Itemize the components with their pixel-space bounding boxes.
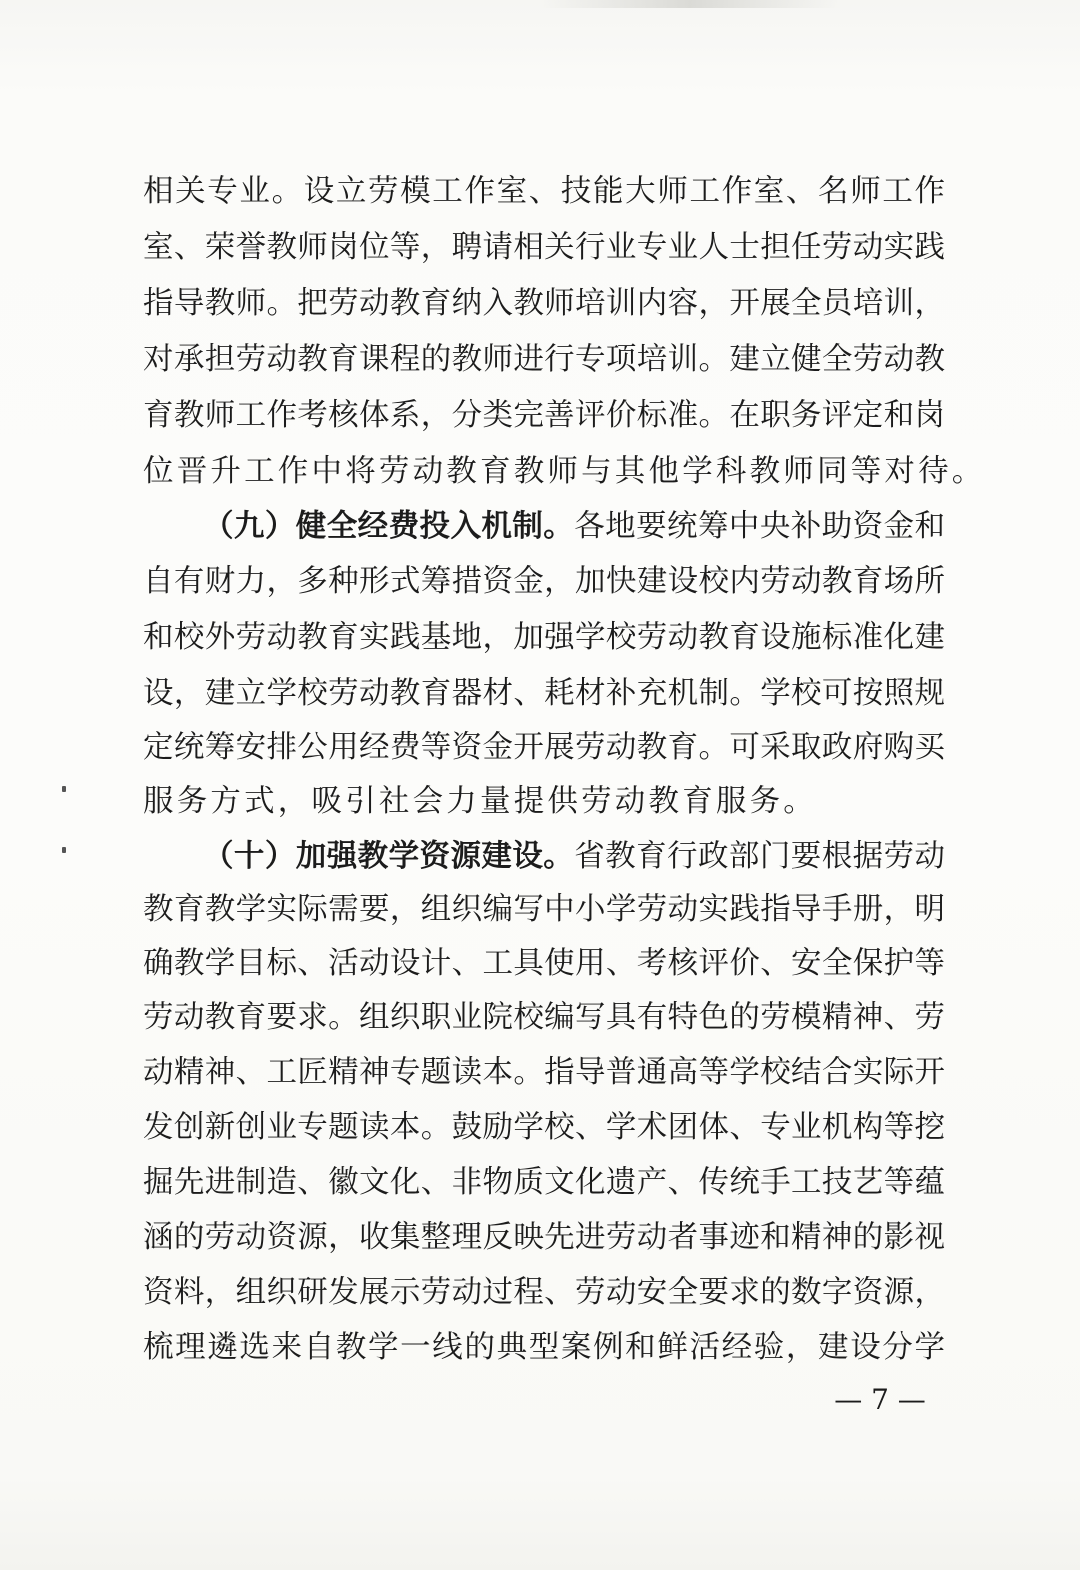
body-text-line: 对承担劳动教育课程的教师进行专项培训。建立健全劳动教 [143, 342, 945, 377]
body-text-line: 梳理遴选来自教学一线的典型案例和鲜活经验，建设分学 [143, 1330, 945, 1365]
body-text-line: 资料，组织研发展示劳动过程、劳动安全要求的数字资源， [143, 1275, 945, 1310]
binding-mark [62, 786, 66, 792]
section-heading-10: （十）加强教学资源建设。 [203, 838, 575, 874]
body-text-line: 服务方式，吸引社会力量提供劳动教育服务。 [143, 784, 817, 819]
body-text-line: 发创新创业专题读本。鼓励学校、学术团体、专业机构等挖 [143, 1110, 945, 1145]
body-text-line: 位晋升工作中将劳动教育教师与其他学科教师同等对待。 [143, 454, 986, 489]
binding-mark [62, 847, 66, 853]
page-number: — 7 — [834, 1383, 926, 1416]
body-text-line: 涵的劳动资源，收集整理反映先进劳动者事迹和精神的影视 [143, 1220, 945, 1255]
body-text-line: 育教师工作考核体系，分类完善评价标准。在职务评定和岗 [143, 398, 945, 433]
section-heading-9: （九）健全经费投入机制。 [203, 508, 575, 544]
section-text-run: 各地要统筹中央补助资金和 [574, 509, 946, 544]
body-text-line: 室、荣誉教师岗位等，聘请相关行业专业人士担任劳动实践 [143, 230, 945, 265]
body-text-line: 动精神、工匠精神专题读本。指导普通高等学校结合实际开 [143, 1055, 945, 1090]
body-text-line: 确教学目标、活动设计、工具使用、考核评价、安全保护等 [143, 946, 945, 981]
body-text-line: 掘先进制造、徽文化、非物质文化遗产、传统手工技艺等蕴 [143, 1165, 945, 1200]
body-text-line: 自有财力，多种形式筹措资金，加快建设校内劳动教育场所 [143, 564, 945, 599]
body-text-line: 和校外劳动教育实践基地，加强学校劳动教育设施标准化建 [143, 620, 945, 655]
body-text-line: 指导教师。把劳动教育纳入教师培训内容，开展全员培训， [143, 286, 945, 321]
body-text-line: 相关专业。设立劳模工作室、技能大师工作室、名师工作 [143, 174, 945, 209]
body-text-line: 定统筹安排公用经费等资金开展劳动教育。可采取政府购买 [143, 730, 945, 765]
section-first-line [203, 497, 945, 555]
section-first-line [203, 827, 945, 885]
scan-edge-shadow [540, 0, 840, 8]
body-text-line: 设，建立学校劳动教育器材、耗材补充机制。学校可按照规 [143, 676, 945, 711]
body-text-line: 教育教学实际需要，组织编写中小学劳动实践指导手册，明 [143, 892, 945, 927]
body-text-line: 劳动教育要求。组织职业院校编写具有特色的劳模精神、劳 [143, 1000, 945, 1035]
section-text-run: 省教育行政部门要根据劳动 [574, 839, 946, 874]
